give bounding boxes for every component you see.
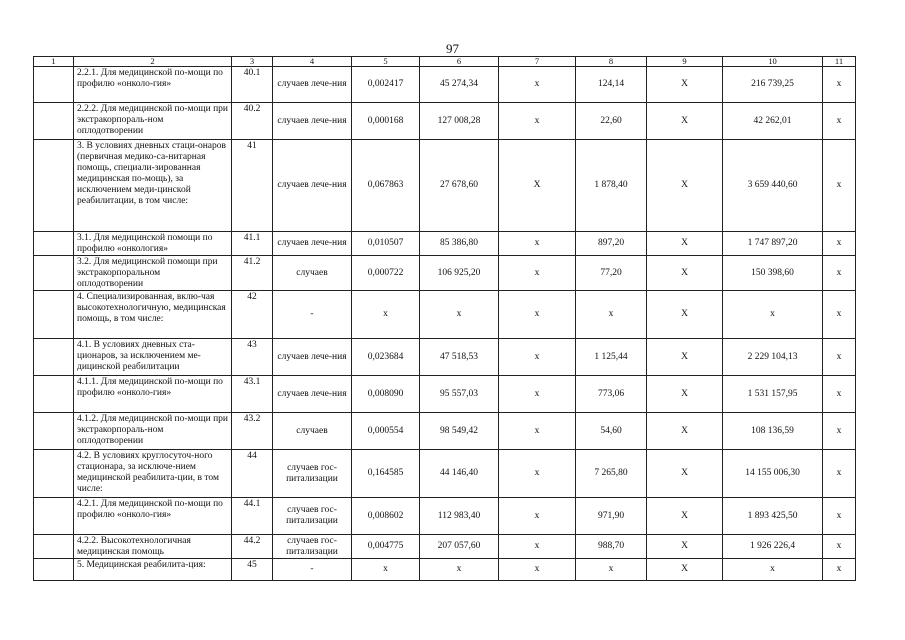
cell-col9: X	[647, 103, 723, 140]
cell-col1	[34, 339, 74, 376]
cell-col1	[34, 67, 74, 103]
cell-col1	[34, 413, 74, 450]
cell-col9: X	[647, 376, 723, 413]
column-header: 6	[420, 57, 499, 67]
cell-col8: 54,60	[576, 413, 647, 450]
cell-col9: X	[647, 291, 723, 339]
cell-col11: x	[823, 535, 856, 559]
cell-col10: 14 155 006,30	[723, 450, 823, 498]
row-unit: -	[273, 559, 352, 581]
table-row	[34, 376, 856, 413]
row-code: 45	[232, 559, 273, 581]
cell-col1	[34, 256, 74, 291]
cell-col5: x	[352, 291, 420, 339]
row-unit: случаев	[273, 256, 352, 291]
cell-col1	[34, 450, 74, 498]
cell-col10: 42 262,01	[723, 103, 823, 140]
cell-col7: x	[499, 376, 576, 413]
table-row	[34, 140, 856, 232]
cell-col11: x	[823, 291, 856, 339]
table-row	[34, 291, 856, 339]
cell-col5: 0,164585	[352, 450, 420, 498]
row-name: 3. В условиях дневных стаци-онаров (первичная медико-са-нитарная помощь, специали-зированная медицинская по-мощь), за исключением меди-цинской реабилитации, в том числе:	[74, 140, 232, 232]
row-code: 41.2	[232, 256, 273, 291]
cell-col9: X	[647, 498, 723, 535]
cell-col5: 0,000722	[352, 256, 420, 291]
cell-col1	[34, 498, 74, 535]
table-row	[34, 535, 856, 559]
cell-col7: x	[499, 256, 576, 291]
cell-col6: 95 557,03	[420, 376, 499, 413]
cell-col5: 0,008602	[352, 498, 420, 535]
cell-col10: x	[723, 291, 823, 339]
cell-col7: x	[499, 291, 576, 339]
cell-col7: X	[499, 140, 576, 232]
cell-col1	[34, 376, 74, 413]
cell-col5: 0,000554	[352, 413, 420, 450]
cell-col9: X	[647, 232, 723, 256]
cell-col8: 124,14	[576, 67, 647, 103]
cell-col6: 44 146,40	[420, 450, 499, 498]
row-name: 4.2.1. Для медицинской по-мощи по профилю «онколо-гия»	[74, 498, 232, 535]
cell-col10: x	[723, 559, 823, 581]
row-code: 43.1	[232, 376, 273, 413]
column-header: 7	[499, 57, 576, 67]
row-name: 4.1.2. Для медицинской по-мощи при экстракорпораль-ном оплодотворении	[74, 413, 232, 450]
row-name: 2.2.2. Для медицинской по-мощи при экстракорпораль-ном оплодотворении	[74, 103, 232, 140]
cell-col10: 3 659 440,60	[723, 140, 823, 232]
cell-col9: X	[647, 535, 723, 559]
cell-col9: X	[647, 450, 723, 498]
cell-col8: 77,20	[576, 256, 647, 291]
row-unit: случаев гос-питализации	[273, 450, 352, 498]
cell-col7: x	[499, 559, 576, 581]
cell-col11: x	[823, 140, 856, 232]
cell-col11: x	[823, 450, 856, 498]
cell-col9: X	[647, 339, 723, 376]
column-header: 9	[647, 57, 723, 67]
column-header: 1	[34, 57, 74, 67]
cell-col6: 47 518,53	[420, 339, 499, 376]
cell-col1	[34, 103, 74, 140]
cell-col9: X	[647, 413, 723, 450]
cell-col11: x	[823, 498, 856, 535]
row-unit: случаев гос-питализации	[273, 498, 352, 535]
cell-col8: 7 265,80	[576, 450, 647, 498]
cell-col7: x	[499, 535, 576, 559]
row-unit: случаев лече-ния	[273, 339, 352, 376]
cell-col7: x	[499, 498, 576, 535]
table-row	[34, 498, 856, 535]
cell-col11: x	[823, 413, 856, 450]
cell-col10: 150 398,60	[723, 256, 823, 291]
cell-col10: 1 531 157,95	[723, 376, 823, 413]
cell-col11: x	[823, 339, 856, 376]
cell-col6: 45 274,34	[420, 67, 499, 103]
cell-col10: 1 893 425,50	[723, 498, 823, 535]
cell-col5: x	[352, 559, 420, 581]
row-name: 4.1. В условиях дневных ста-ционаров, за исключением ме-дицинской реабилитации	[74, 339, 232, 376]
row-name: 5. Медицинская реабилита-ция:	[74, 559, 232, 581]
cell-col6: 98 549,42	[420, 413, 499, 450]
cell-col10: 1 926 226,4	[723, 535, 823, 559]
row-code: 43	[232, 339, 273, 376]
cell-col1	[34, 559, 74, 581]
table-row	[34, 413, 856, 450]
cell-col5: 0,000168	[352, 103, 420, 140]
cell-col6: 207 057,60	[420, 535, 499, 559]
column-header: 11	[823, 57, 856, 67]
cell-col6: 27 678,60	[420, 140, 499, 232]
cell-col7: x	[499, 339, 576, 376]
cell-col8: 1 878,40	[576, 140, 647, 232]
row-name: 2.2.1. Для медицинской по-мощи по профилю «онколо-гия»	[74, 67, 232, 103]
cell-col6: 106 925,20	[420, 256, 499, 291]
cell-col1	[34, 232, 74, 256]
row-name: 4.1.1. Для медицинской по-мощи по профилю «онколо-гия»	[74, 376, 232, 413]
row-name: 3.2. Для медицинской помощи при экстракорпоральном оплодотворении	[74, 256, 232, 291]
cell-col8: 971,90	[576, 498, 647, 535]
cell-col6: 85 386,80	[420, 232, 499, 256]
row-unit: случаев лече-ния	[273, 140, 352, 232]
table-row	[34, 232, 856, 256]
cell-col1	[34, 535, 74, 559]
cell-col10: 108 136,59	[723, 413, 823, 450]
cell-col11: x	[823, 376, 856, 413]
cell-col5: 0,010507	[352, 232, 420, 256]
row-unit: случаев лече-ния	[273, 103, 352, 140]
row-name: 4. Специализированная, вклю-чая высокотехнологичную, медицинская помощь, в том числе:	[74, 291, 232, 339]
cell-col9: X	[647, 140, 723, 232]
cell-col8: 988,70	[576, 535, 647, 559]
row-code: 41.1	[232, 232, 273, 256]
table-row	[34, 256, 856, 291]
row-code: 42	[232, 291, 273, 339]
row-unit: случаев	[273, 413, 352, 450]
cell-col8: 1 125,44	[576, 339, 647, 376]
cell-col5: 0,008090	[352, 376, 420, 413]
row-code: 44	[232, 450, 273, 498]
cell-col1	[34, 291, 74, 339]
column-header-row	[34, 57, 856, 67]
cell-col11: x	[823, 256, 856, 291]
cell-col6: x	[420, 559, 499, 581]
row-name: 3.1. Для медицинской помощи по профилю «онкология»	[74, 232, 232, 256]
row-code: 41	[232, 140, 273, 232]
cell-col7: x	[499, 450, 576, 498]
cell-col10: 216 739,25	[723, 67, 823, 103]
cell-col5: 0,004775	[352, 535, 420, 559]
row-code: 40.2	[232, 103, 273, 140]
column-header: 10	[723, 57, 823, 67]
column-header: 5	[352, 57, 420, 67]
column-header: 8	[576, 57, 647, 67]
row-code: 44.2	[232, 535, 273, 559]
row-unit: -	[273, 291, 352, 339]
cell-col7: x	[499, 413, 576, 450]
row-name: 4.2. В условиях круглосуточ-ного стационара, за исключе-нием медицинской реабилита-ции, в том числе:	[74, 450, 232, 498]
cell-col8: 773,06	[576, 376, 647, 413]
cell-col5: 0,002417	[352, 67, 420, 103]
cell-col9: X	[647, 559, 723, 581]
row-name: 4.2.2. Высокотехнологичная медицинская помощь	[74, 535, 232, 559]
column-header: 2	[74, 57, 232, 67]
row-unit: случаев гос-питализации	[273, 535, 352, 559]
table-row	[34, 103, 856, 140]
cell-col11: x	[823, 232, 856, 256]
cell-col5: 0,067863	[352, 140, 420, 232]
cell-col8: x	[576, 291, 647, 339]
cell-col8: x	[576, 559, 647, 581]
cell-col10: 2 229 104,13	[723, 339, 823, 376]
cell-col1	[34, 140, 74, 232]
table-row	[34, 559, 856, 581]
cell-col10: 1 747 897,20	[723, 232, 823, 256]
cell-col9: X	[647, 256, 723, 291]
row-code: 44.1	[232, 498, 273, 535]
table-row	[34, 450, 856, 498]
row-code: 40.1	[232, 67, 273, 103]
column-header: 3	[232, 57, 273, 67]
table-row	[34, 67, 856, 103]
row-unit: случаев лече-ния	[273, 232, 352, 256]
row-unit: случаев лече-ния	[273, 67, 352, 103]
column-header: 4	[273, 57, 352, 67]
page-number: 97	[446, 41, 459, 56]
cell-col7: x	[499, 67, 576, 103]
cell-col5: 0,023684	[352, 339, 420, 376]
cell-col6: x	[420, 291, 499, 339]
table-row	[34, 339, 856, 376]
cell-col11: x	[823, 67, 856, 103]
row-unit: случаев лече-ния	[273, 376, 352, 413]
cell-col9: X	[647, 67, 723, 103]
data-table	[33, 56, 856, 581]
cell-col7: x	[499, 232, 576, 256]
row-code: 43.2	[232, 413, 273, 450]
cell-col11: x	[823, 103, 856, 140]
cell-col8: 22,60	[576, 103, 647, 140]
cell-col6: 112 983,40	[420, 498, 499, 535]
cell-col7: x	[499, 103, 576, 140]
cell-col11: x	[823, 559, 856, 581]
cell-col6: 127 008,28	[420, 103, 499, 140]
cell-col8: 897,20	[576, 232, 647, 256]
